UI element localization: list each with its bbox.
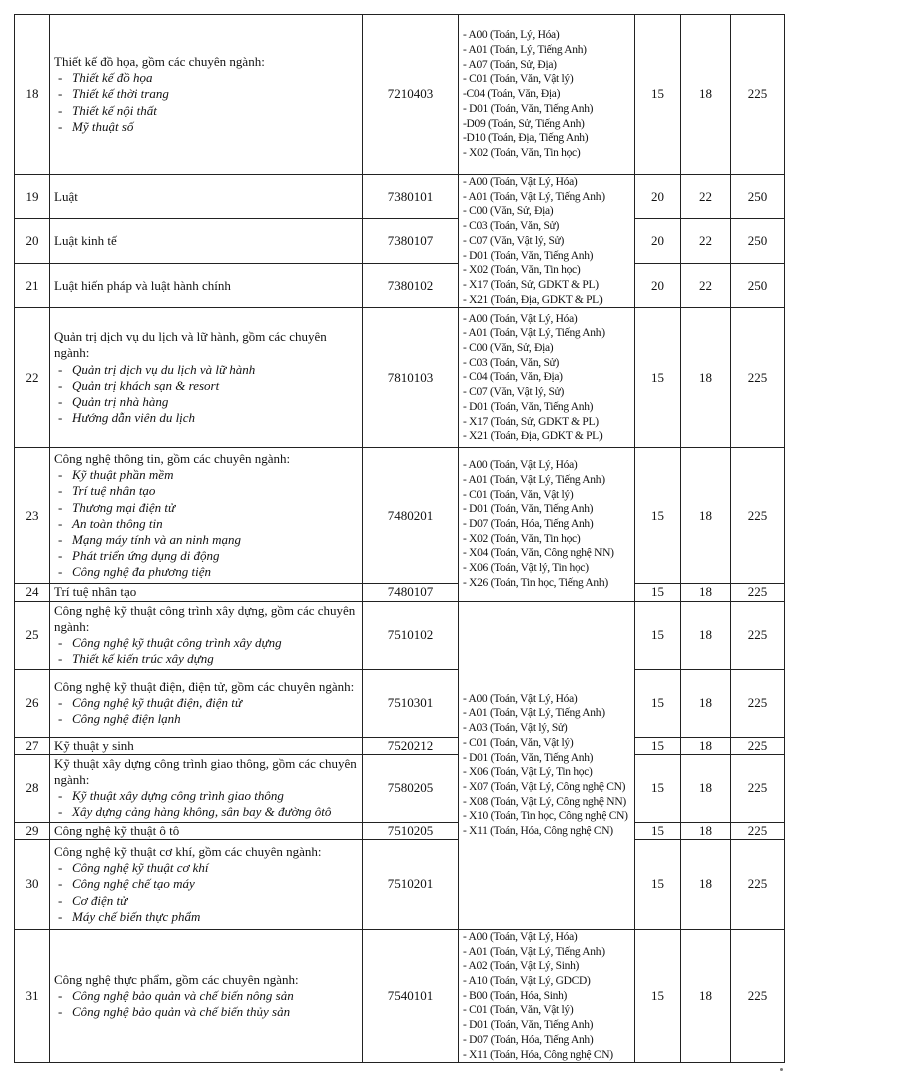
score-b: 18 — [681, 839, 731, 929]
combination-item: - A01 (Toán, Vật Lý, Tiếng Anh) — [463, 707, 605, 720]
program-code: 7380107 — [363, 219, 459, 263]
program-code: 7510102 — [363, 601, 459, 669]
row-number: 20 — [15, 219, 50, 263]
table-row — [15, 15, 785, 175]
combination-item: - D01 (Toán, Văn, Tiếng Anh) — [463, 751, 594, 764]
major-list — [54, 988, 358, 1020]
program-name — [50, 219, 363, 263]
combination-item: - X07 (Toán, Vật Lý, Công nghệ CN) — [463, 780, 626, 793]
major-item: - Kỹ thuật phần mềm — [58, 467, 358, 483]
program-code: 7810103 — [363, 308, 459, 448]
row-number: 30 — [15, 839, 50, 929]
score-b: 22 — [681, 175, 731, 219]
score-b: 18 — [681, 822, 731, 839]
major-item: - An toàn thông tin — [58, 516, 358, 532]
program-code: 7520212 — [363, 737, 459, 754]
admission-table — [14, 14, 785, 1063]
score-b: 22 — [681, 219, 731, 263]
program-name — [50, 754, 363, 822]
score-a: 15 — [635, 601, 681, 669]
combination-item: - X06 (Toán, Vật Lý, Tin học) — [463, 766, 593, 779]
subject-combinations — [459, 929, 635, 1062]
program-code: 7510205 — [363, 822, 459, 839]
major-item: - Thiết kế đồ họa — [58, 70, 358, 86]
combination-item: -D09 (Toán, Sử, Tiếng Anh) — [463, 117, 585, 130]
program-title: Kỹ thuật xây dựng công trình giao thông, gồm các chuyên ngành: — [54, 755, 357, 788]
program-title: Công nghệ kỹ thuật cơ khí, gồm các chuyên ngành: — [54, 843, 322, 859]
combination-item: - A01 (Toán, Vật Lý, Tiếng Anh) — [463, 190, 605, 203]
combination-item: - A01 (Toán, Vật Lý, Tiếng Anh) — [463, 473, 605, 486]
combination-item: - X26 (Toán, Tin học, Tiếng Anh) — [463, 576, 608, 589]
score-a: 15 — [635, 822, 681, 839]
row-number: 18 — [15, 15, 50, 175]
major-item: - Cơ điện tử — [58, 893, 358, 909]
row-number: 19 — [15, 175, 50, 219]
combination-item: - C01 (Toán, Văn, Vật lý) — [463, 73, 574, 86]
quota: 250 — [731, 263, 785, 307]
score-a: 15 — [635, 929, 681, 1062]
program-name — [50, 175, 363, 219]
score-b: 18 — [681, 15, 731, 175]
subject-combinations — [459, 601, 635, 929]
score-a: 15 — [635, 448, 681, 584]
table-row — [15, 448, 785, 584]
quota: 250 — [731, 175, 785, 219]
score-b: 18 — [681, 601, 731, 669]
program-name — [50, 929, 363, 1062]
row-number: 28 — [15, 754, 50, 822]
combination-item: - D07 (Toán, Hóa, Tiếng Anh) — [463, 1033, 594, 1046]
major-item: - Công nghệ đa phương tiện — [58, 564, 358, 580]
program-code: 7380101 — [363, 175, 459, 219]
program-name — [50, 601, 363, 669]
quota: 225 — [731, 448, 785, 584]
major-item: - Quản trị dịch vụ du lịch và lữ hành — [58, 362, 358, 378]
score-a: 20 — [635, 263, 681, 307]
program-name — [50, 737, 363, 754]
major-item: - Công nghệ kỹ thuật điện, điện tử — [58, 695, 358, 711]
quota: 225 — [731, 669, 785, 737]
score-b: 18 — [681, 929, 731, 1062]
major-list — [54, 362, 358, 427]
table-row — [15, 822, 785, 839]
combination-item: - D01 (Toán, Văn, Tiếng Anh) — [463, 503, 594, 516]
major-item: - Kỹ thuật xây dựng công trình giao thông — [58, 788, 358, 804]
combination-item: - D01 (Toán, Văn, Tiếng Anh) — [463, 1019, 594, 1032]
major-list — [54, 695, 358, 727]
subject-combinations — [459, 448, 635, 601]
table-row — [15, 601, 785, 669]
program-code: 7380102 — [363, 263, 459, 307]
score-a: 15 — [635, 669, 681, 737]
combination-item: - C01 (Toán, Văn, Vật lý) — [463, 488, 574, 501]
score-a: 15 — [635, 754, 681, 822]
combination-item: - A00 (Toán, Vật Lý, Hóa) — [463, 312, 578, 325]
combination-item: - A00 (Toán, Vật Lý, Hóa) — [463, 692, 578, 705]
combination-item: - A07 (Toán, Sử, Địa) — [463, 58, 557, 71]
score-a: 15 — [635, 308, 681, 448]
program-title: Công nghệ kỹ thuật ô tô — [54, 822, 180, 838]
combination-item: - A03 (Toán, Vật lý, Sử) — [463, 722, 568, 735]
major-item: - Công nghệ kỹ thuật công trình xây dựng — [58, 635, 358, 651]
combination-item: - A00 (Toán, Vật Lý, Hóa) — [463, 930, 578, 943]
row-number: 21 — [15, 263, 50, 307]
program-title: Luật hiến pháp và luật hành chính — [54, 277, 231, 293]
combination-item: - C03 (Toán, Văn, Sử) — [463, 356, 560, 369]
combination-item: -C04 (Toán, Văn, Địa) — [463, 88, 561, 101]
major-item: - Công nghệ điện lạnh — [58, 711, 358, 727]
table-row — [15, 669, 785, 737]
major-item: - Phát triển ứng dụng di động — [58, 548, 358, 564]
combination-item: - X06 (Toán, Vật lý, Tin học) — [463, 562, 589, 575]
program-code: 7540101 — [363, 929, 459, 1062]
combination-item: - D01 (Toán, Văn, Tiếng Anh) — [463, 249, 594, 262]
combination-item: - X02 (Toán, Văn, Tin học) — [463, 146, 581, 159]
major-item: - Quản trị nhà hàng — [58, 394, 358, 410]
table-row — [15, 737, 785, 754]
combination-item: - C03 (Toán, Văn, Sử) — [463, 220, 560, 233]
combination-item: - X04 (Toán, Văn, Công nghệ NN) — [463, 547, 614, 560]
combination-item: - X08 (Toán, Vật Lý, Công nghệ NN) — [463, 795, 626, 808]
table-row — [15, 263, 785, 307]
quota: 225 — [731, 584, 785, 601]
major-item: - Quản trị khách sạn & resort — [58, 378, 358, 394]
program-title: Luật kinh tế — [54, 233, 117, 249]
major-item: - Thiết kế nội thất — [58, 103, 358, 119]
combination-item: - X11 (Toán, Hóa, Công nghệ CN) — [463, 825, 613, 838]
major-list — [54, 70, 358, 135]
score-a: 15 — [635, 839, 681, 929]
major-list — [54, 860, 358, 925]
combination-item: - X11 (Toán, Hóa, Công nghệ CN) — [463, 1048, 613, 1061]
score-b: 18 — [681, 754, 731, 822]
quota: 225 — [731, 737, 785, 754]
row-number: 29 — [15, 822, 50, 839]
major-list — [54, 788, 358, 820]
quota: 225 — [731, 839, 785, 929]
score-a: 20 — [635, 175, 681, 219]
score-a: 15 — [635, 737, 681, 754]
major-item: - Trí tuệ nhân tạo — [58, 483, 358, 499]
combination-item: - A01 (Toán, Lý, Tiếng Anh) — [463, 44, 587, 57]
major-item: - Thương mại điện tử — [58, 500, 358, 516]
score-b: 18 — [681, 737, 731, 754]
program-name — [50, 839, 363, 929]
combination-item: - A10 (Toán, Vật Lý, GDCD) — [463, 975, 591, 988]
table-row — [15, 754, 785, 822]
program-title: Công nghệ kỹ thuật công trình xây dựng, gồm các chuyên ngành: — [54, 602, 356, 634]
major-item: - Công nghệ chế tạo máy — [58, 876, 358, 892]
program-name — [50, 263, 363, 307]
row-number: 22 — [15, 308, 50, 448]
table-row — [15, 175, 785, 219]
quota: 225 — [731, 929, 785, 1062]
program-name — [50, 308, 363, 448]
row-number: 31 — [15, 929, 50, 1062]
table-row — [15, 308, 785, 448]
row-number: 23 — [15, 448, 50, 584]
combination-item: - C04 (Toán, Văn, Địa) — [463, 371, 563, 384]
combination-item: - A01 (Toán, Vật Lý, Tiếng Anh) — [463, 327, 605, 340]
program-title: Công nghệ thực phẩm, gồm các chuyên ngành: — [54, 971, 299, 987]
major-item: - Công nghệ bảo quản và chế biến thủy sản — [58, 1004, 358, 1020]
program-code: 7210403 — [363, 15, 459, 175]
combination-item: - X02 (Toán, Văn, Tin học) — [463, 264, 581, 277]
combination-item: -D10 (Toán, Địa, Tiếng Anh) — [463, 132, 589, 145]
score-b: 18 — [681, 308, 731, 448]
combination-item: - C01 (Toán, Văn, Vật lý) — [463, 1004, 574, 1017]
combination-item: - D01 (Toán, Văn, Tiếng Anh) — [463, 400, 594, 413]
program-title: Luật — [54, 188, 78, 204]
quota: 225 — [731, 822, 785, 839]
score-b: 22 — [681, 263, 731, 307]
program-code: 7510301 — [363, 669, 459, 737]
combination-item: - X10 (Toán, Tin học, Công nghệ CN) — [463, 810, 628, 823]
score-b: 18 — [681, 584, 731, 601]
combination-item: - C07 (Văn, Vật lý, Sử) — [463, 386, 565, 399]
combination-item: - A00 (Toán, Vật Lý, Hóa) — [463, 176, 578, 188]
quota: 225 — [731, 601, 785, 669]
row-number: 26 — [15, 669, 50, 737]
row-number: 24 — [15, 584, 50, 601]
program-name — [50, 15, 363, 175]
program-title: Kỹ thuật y sinh — [54, 737, 134, 753]
program-code: 7480201 — [363, 448, 459, 584]
major-item: - Mạng máy tính và an ninh mạng — [58, 532, 358, 548]
subject-combinations — [459, 175, 635, 308]
program-code: 7510201 — [363, 839, 459, 929]
major-item: - Máy chế biến thực phẩm — [58, 909, 358, 925]
major-item: - Xây dựng cảng hàng không, sân bay & đường ôtô — [58, 804, 358, 820]
program-name — [50, 822, 363, 839]
major-item: - Thiết kế kiến trúc xây dựng — [58, 651, 358, 667]
program-name — [50, 448, 363, 584]
quota: 225 — [731, 15, 785, 175]
major-item: - Mỹ thuật số — [58, 119, 358, 135]
program-title: Thiết kế đồ họa, gồm các chuyên ngành: — [54, 53, 265, 69]
major-item: - Thiết kế thời trang — [58, 86, 358, 102]
program-code: 7480107 — [363, 584, 459, 601]
combination-item: - C00 (Văn, Sử, Địa) — [463, 205, 554, 218]
table-row — [15, 219, 785, 263]
score-a: 15 — [635, 584, 681, 601]
row-number: 25 — [15, 601, 50, 669]
program-code: 7580205 — [363, 754, 459, 822]
program-title: Quản trị dịch vụ du lịch và lữ hành, gồm các chuyên ngành: — [54, 329, 327, 361]
score-a: 15 — [635, 15, 681, 175]
score-b: 18 — [681, 448, 731, 584]
combination-item: - C07 (Văn, Vật lý, Sử) — [463, 234, 565, 247]
program-name — [50, 669, 363, 737]
quota: 225 — [731, 308, 785, 448]
table-row — [15, 584, 785, 601]
major-list — [54, 635, 358, 667]
major-item: - Hướng dẫn viên du lịch — [58, 410, 358, 426]
subject-combinations — [459, 15, 635, 175]
combination-item: - D01 (Toán, Văn, Tiếng Anh) — [463, 102, 594, 115]
page-mark — [780, 1068, 783, 1071]
program-title: Công nghệ kỹ thuật điện, điện tử, gồm các chuyên ngành: — [54, 678, 355, 694]
score-b: 18 — [681, 669, 731, 737]
combination-item: - A00 (Toán, Lý, Hóa) — [463, 29, 560, 42]
table-row — [15, 929, 785, 1062]
combination-item: - X02 (Toán, Văn, Tin học) — [463, 532, 581, 545]
combination-item: - A02 (Toán, Vật Lý, Sinh) — [463, 960, 580, 973]
major-list — [54, 467, 358, 580]
major-item: - Công nghệ bảo quản và chế biến nông sản — [58, 988, 358, 1004]
combination-item: - X17 (Toán, Sử, GDKT & PL) — [463, 278, 599, 291]
combination-item: - C00 (Văn, Sử, Địa) — [463, 342, 554, 355]
table-row — [15, 839, 785, 929]
combination-item: - X21 (Toán, Địa, GDKT & PL) — [463, 430, 603, 443]
program-title: Trí tuệ nhân tạo — [54, 584, 137, 600]
row-number: 27 — [15, 737, 50, 754]
subject-combinations — [459, 308, 635, 448]
quota: 225 — [731, 754, 785, 822]
program-name — [50, 584, 363, 601]
major-item: - Công nghệ kỹ thuật cơ khí — [58, 860, 358, 876]
combination-item: - X21 (Toán, Địa, GDKT & PL) — [463, 293, 603, 306]
combination-item: - X17 (Toán, Sử, GDKT & PL) — [463, 415, 599, 428]
combination-item: - D07 (Toán, Hóa, Tiếng Anh) — [463, 518, 594, 531]
combination-item: - C01 (Toán, Văn, Vật lý) — [463, 736, 574, 749]
combination-item: - A00 (Toán, Vật Lý, Hóa) — [463, 459, 578, 472]
combination-item: - A01 (Toán, Vật Lý, Tiếng Anh) — [463, 945, 605, 958]
combination-item: - B00 (Toán, Hóa, Sinh) — [463, 989, 568, 1002]
quota: 250 — [731, 219, 785, 263]
score-a: 20 — [635, 219, 681, 263]
program-title: Công nghệ thông tin, gồm các chuyên ngành: — [54, 451, 291, 467]
